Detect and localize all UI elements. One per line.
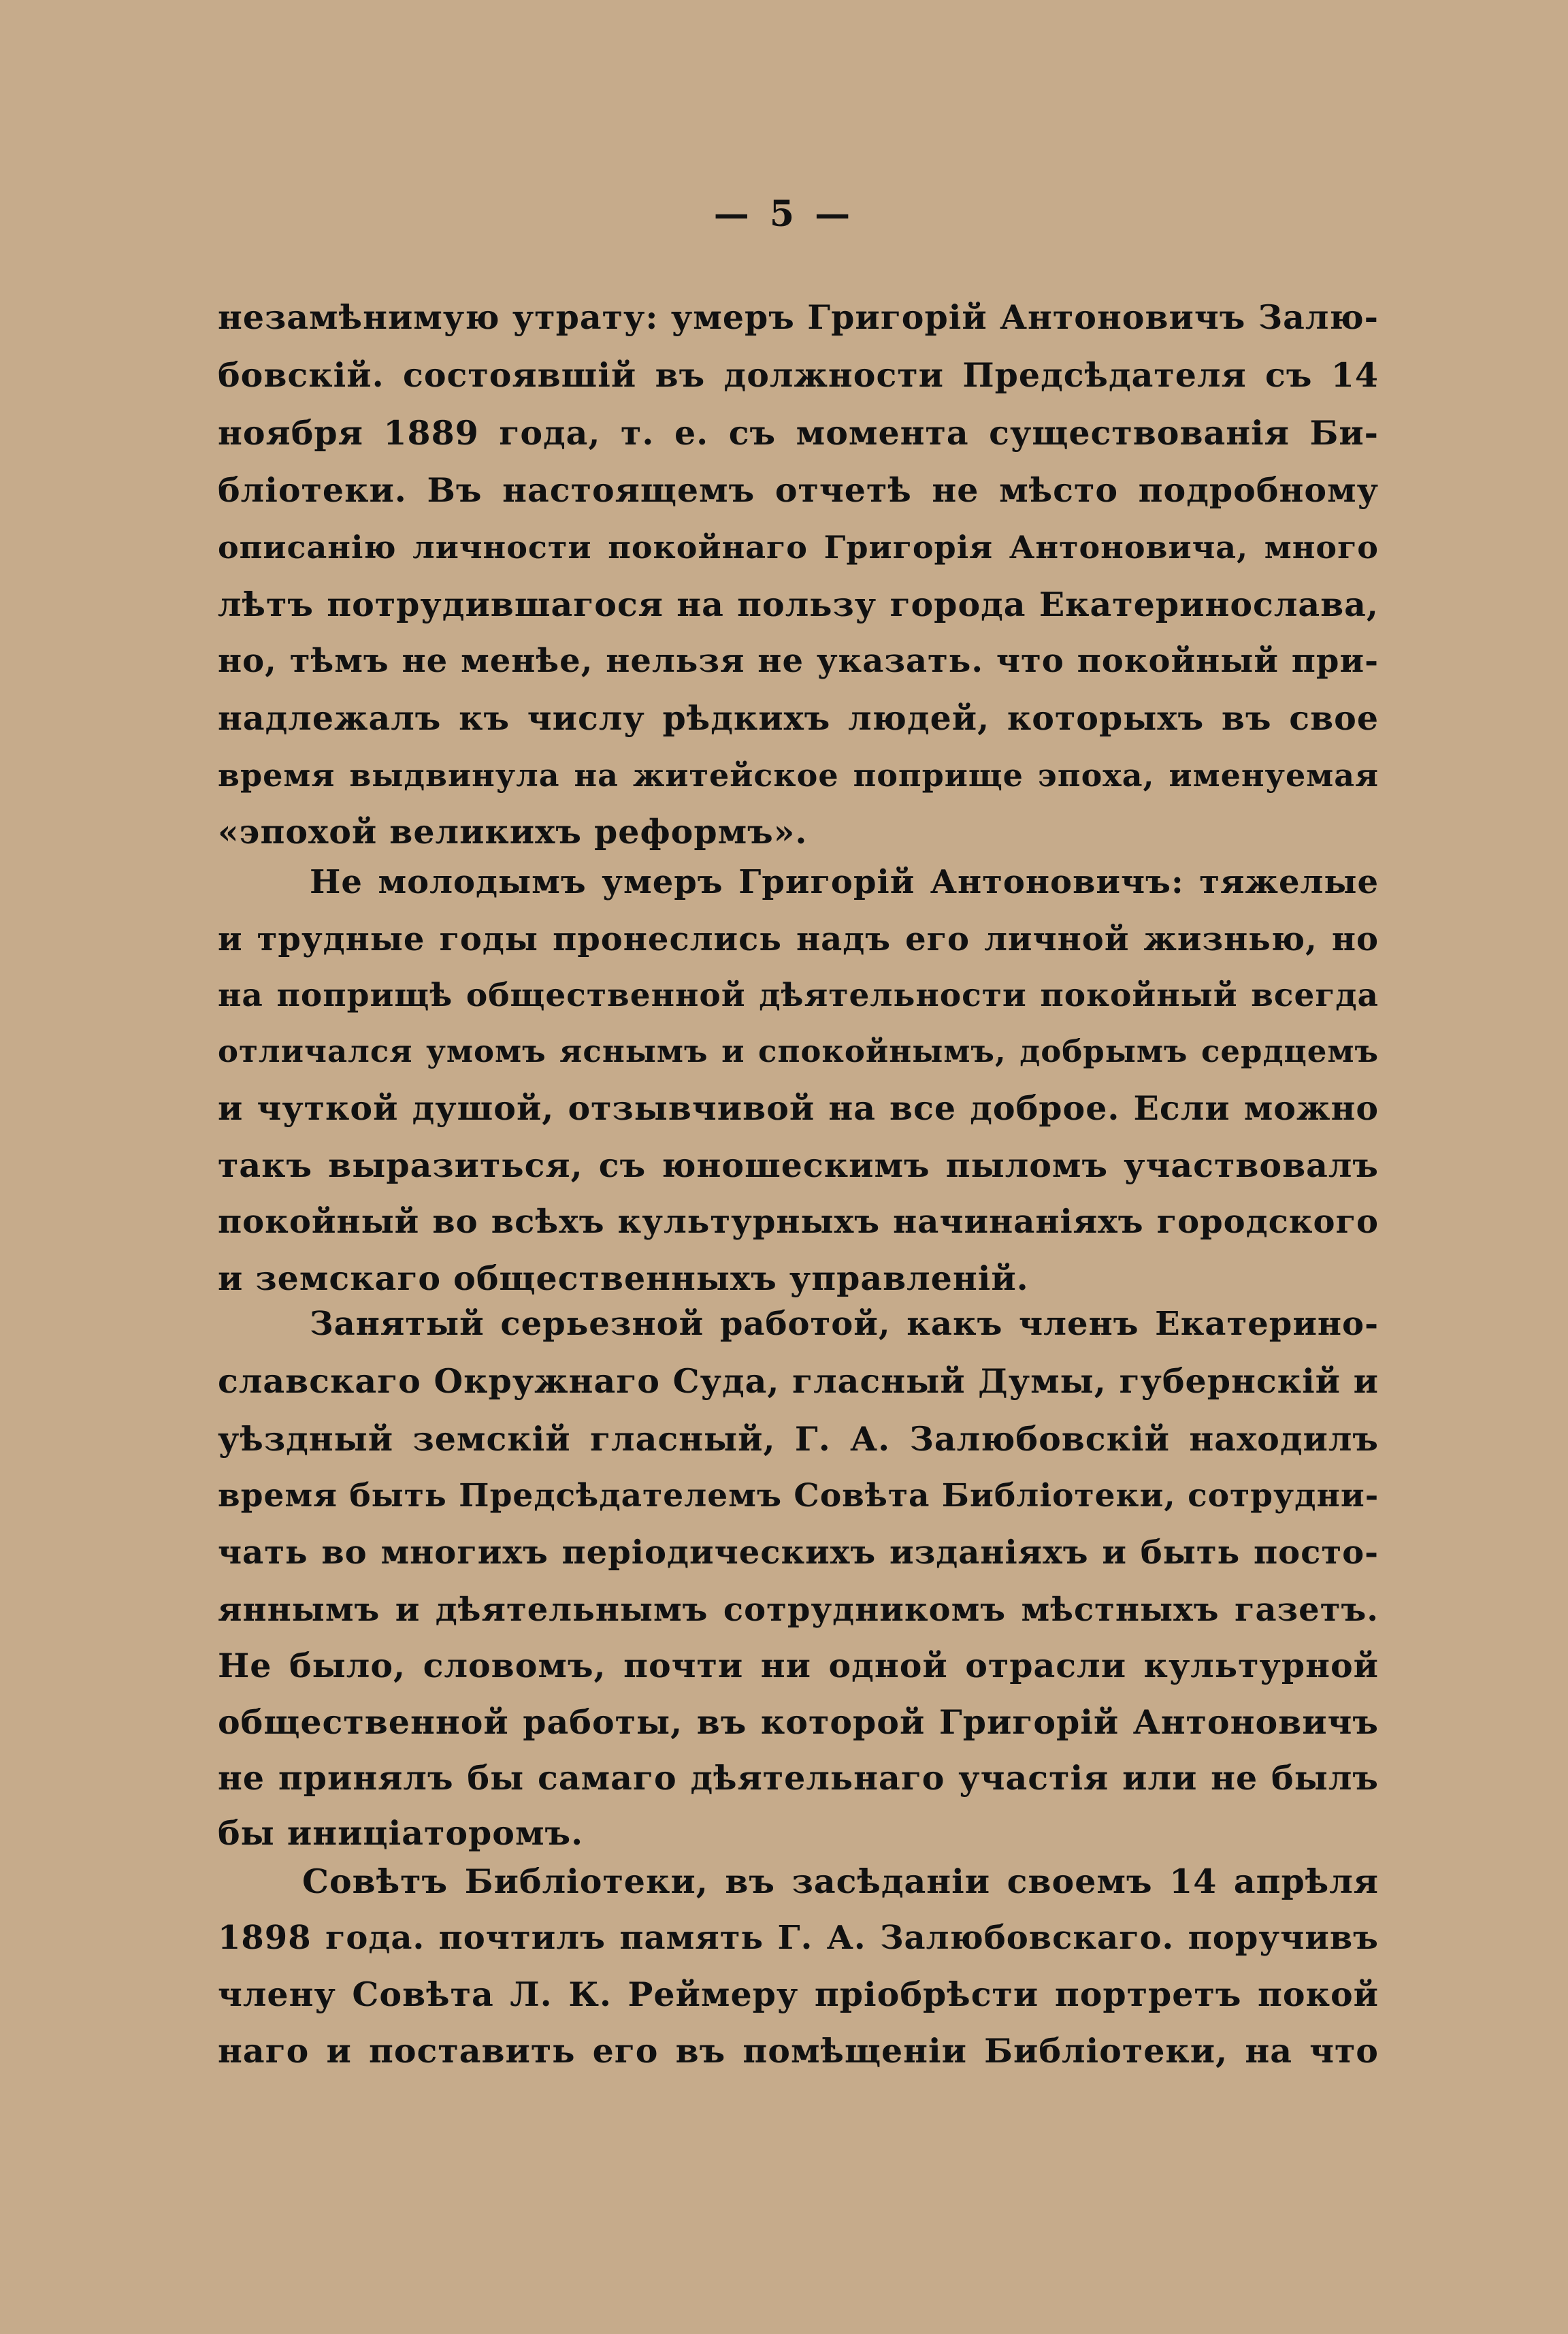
text-line: члену Совѣта Л. К. Реймеру пріобрѣсти портретъ покой	[218, 1975, 1379, 2014]
text-line: чать во многихъ періодическихъ изданіяхъ и быть посто-	[218, 1534, 1379, 1572]
text-line: но, тѣмъ не менѣе, нельзя не указать. что покойный при-	[218, 642, 1379, 680]
text-line: Совѣтъ Библіотеки, въ засѣданіи своемъ 14 апрѣля	[302, 1862, 1379, 1901]
text-line: наго и поставить его въ помѣщеніи Библіотеки, на что	[218, 2031, 1379, 2071]
text-line: лѣтъ потрудившагося на пользу города Екатеринослава,	[218, 585, 1379, 624]
text-line: уѣздный земскій гласный, Г. А. Залюбовскій находилъ	[218, 1419, 1379, 1459]
text-line: описанію личности покойнаго Григорія Антоновича, много	[218, 529, 1379, 566]
text-line: бовскій. состоявшій въ должности Предсѣдателя съ 14	[218, 355, 1379, 395]
text-line: надлежалъ къ числу рѣдкихъ людей, которыхъ въ свое	[218, 698, 1379, 738]
text-line: время выдвинула на житейское поприще эпоха, именуемая	[218, 757, 1379, 794]
text-line: и чуткой душой, отзывчивой на все доброе. Если можно	[218, 1088, 1379, 1128]
text-line: такъ выразиться, съ юношескимъ пыломъ участвовалъ	[218, 1146, 1379, 1185]
text-line: на поприщѣ общественной дѣятельности покойный всегда	[218, 977, 1379, 1014]
text-line: славскаго Окружнаго Суда, гласный Думы, губернскій и	[218, 1361, 1379, 1401]
text-line: Занятый серьезной работой, какъ членъ Екатерино-	[310, 1305, 1379, 1343]
text-line: и земскаго общественныхъ управленій.	[218, 1259, 1029, 1298]
text-line: время быть Предсѣдателемъ Совѣта Библіотеки, сотрудни-	[218, 1477, 1379, 1514]
text-line: бы иниціаторомъ.	[218, 1813, 584, 1853]
text-line: Не было, словомъ, почти ни одной отрасли культурной	[218, 1646, 1379, 1685]
text-line: Не молодымъ умеръ Григорій Антоновичъ: тяжелые	[310, 863, 1379, 901]
text-line: 1898 года. почтилъ память Г. А. Залюбовскаго. поручивъ	[218, 1919, 1379, 1957]
text-line: яннымъ и дѣятельнымъ сотрудникомъ мѣстныхъ газетъ.	[218, 1591, 1379, 1629]
text-line: отличался умомъ яснымъ и спокойнымъ, добрымъ сердцемъ	[218, 1033, 1379, 1069]
page-number: — 5 —	[713, 193, 855, 235]
text-line: незамѣнимую утрату: умеръ Григорій Антоновичъ Залю-	[218, 297, 1379, 337]
text-line: общественной работы, въ которой Григорій Антоновичъ	[218, 1702, 1379, 1742]
text-line: и трудные годы пронеслись надъ его личной жизнью, но	[218, 920, 1379, 958]
text-line: ноября 1889 года, т. е. съ момента существованія Би-	[218, 413, 1379, 453]
text-line: бліотеки. Въ настоящемъ отчетѣ не мѣсто подробному	[218, 470, 1379, 510]
text-line: «эпохой великихъ реформъ».	[218, 812, 808, 852]
text-line: не принялъ бы самаго дѣятельнаго участія или не былъ	[218, 1758, 1379, 1798]
text-line: покойный во всѣхъ культурныхъ начинаніяхъ городского	[218, 1203, 1379, 1241]
